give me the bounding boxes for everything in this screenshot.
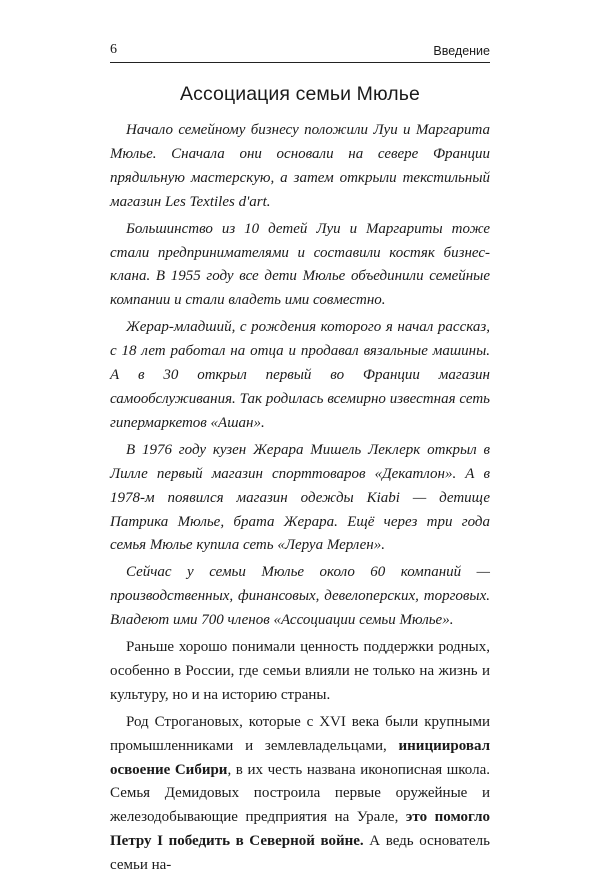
paragraph [110,439,490,559]
paragraph-text: Род Строгановых, которые с XVI века были крупными промышленниками и землевладельцами, [110,713,490,754]
paragraph-text: Начало семейному бизнесу положили Луи и Маргарита Мюлье. Сначала они основали на севере Франции прядильную мастерскую, а затем открыли текстильный магазин Les Textiles d'art. [110,122,490,210]
paragraph [110,711,490,878]
paragraph-text: В 1976 году кузен Жерара Мишель Леклерк открыл в Лилле первый магазин спорттоваров «Декатлон». А в 1978-м появился магазин одежды Kiabi — детище Патрика Мюлье, брата Жерара. Ещё через три года семья Мюлье купила сеть «Леруа Мерлен». [110,441,490,554]
section-title: Ассоциация семьи Мюлье [179,83,420,105]
paragraph [110,636,490,708]
paragraph-text: , в их честь названа иконописная школа. Семья Демидовых построила первые оружейные и железодобывающие предприятия на Урале, [110,761,490,826]
paragraph-text: Сейчас у семьи Мюлье около 60 компаний — производственных, финансовых, девелоперских, торговых. Владеют ими 700 членов «Ассоциации семьи Мюлье». [110,564,490,629]
emphasized-text: это помогло Петру I победить в Северной войне. [110,809,490,850]
header-rule [110,62,490,63]
paragraph-text: Большинство из 10 детей Луи и Маргариты тоже стали предпринимателями и составили костяк бизнес-клана. В 1955 году все дети Мюлье объединили семейные компании и стали владеть ими совместно. [110,220,490,309]
paragraph [110,561,490,633]
paragraph [110,218,490,314]
paragraph-text: Раньше хорошо понимали ценность поддержки родных, особенно в России, где семьи влияли не только на жизнь и культуру, но и на историю страны. [110,639,490,703]
page-number: 6 [110,42,117,57]
paragraph [110,316,490,436]
paragraph-text: Жерар-младший, с рождения которого я начал рассказ, с 18 лет работал на отца и продавал вязальные машины. А в 30 открыл первый во Франции магазин самообслуживания. Так родилась всемирно известная сеть гипермаркетов «Ашан». [110,319,490,431]
paragraph-text: А ведь основатель семьи на- [110,833,490,874]
paragraph [110,119,490,215]
running-head [110,38,490,58]
body-text [110,119,490,881]
running-title: Введение [433,44,490,58]
emphasized-text: инициировал освоение Сибири [110,737,490,778]
